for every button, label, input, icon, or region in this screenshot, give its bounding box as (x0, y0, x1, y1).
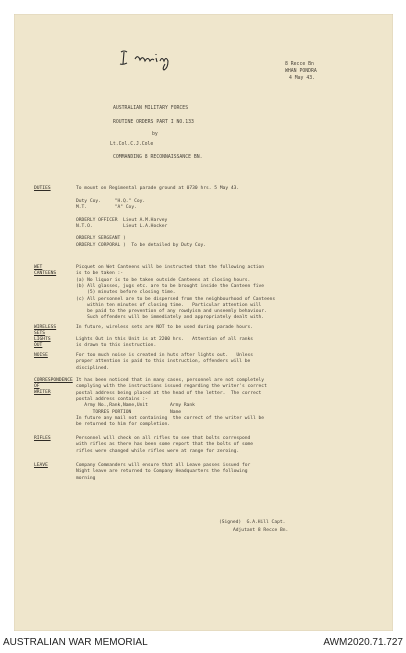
section-line: postal address contains :- (76, 396, 148, 402)
section-line: ORDERLY CORPORAL ) To be detailed by Duty Coy. (76, 242, 206, 248)
section-line: In future, wireless sets are NOT to be used during parade hours. (76, 325, 254, 330)
section-line: Picquet on Wet Canteens will be instructed that the following action (76, 265, 265, 270)
section-line: disciplined. (76, 365, 110, 371)
archive-footer (0, 631, 406, 653)
section-line: rifles were changed while rifles were at range for zeroing. (76, 448, 240, 454)
section-line: TORRES PORTION Name (76, 409, 182, 415)
section-label: WRITER (34, 390, 51, 395)
section-line: be paid to the prevention of any rowdyism and unseemly behaviour. (76, 309, 267, 315)
header-line: 4 May 43. (289, 76, 315, 81)
section-line: with rifles as there has been some report that the bolts of some (76, 442, 254, 448)
section-line: Night leave are returned to Company Headquarters the following (76, 469, 248, 475)
section-line: ORDERLY SERGEANT ) (76, 236, 126, 242)
section-label: LIGHTS (34, 337, 51, 342)
section-line: Personnel will check on all rifles to see that bolts correspond (76, 436, 251, 441)
section-line: (c) All personnel are to be dispersed from the neighbourhood of Canteens (76, 296, 276, 302)
section-line: Company Commanders will ensure that all Leave passes issued for (76, 463, 251, 468)
section-line: Army No.,Rank,Name,Unit Army Rank (76, 403, 195, 409)
accession-number: AWM2020.71.727 (323, 637, 403, 648)
section-label: CANTEENS (34, 271, 57, 276)
section-label: DUTIES (34, 186, 51, 191)
header-line: 8 Recce Bn (285, 62, 314, 67)
section-line: is to be taken :- (76, 271, 124, 277)
title-line: Lt.Col.C.J.Cole (110, 142, 154, 147)
section-label: OF (34, 384, 40, 389)
header-line: WHAN PONDRA (285, 69, 317, 74)
title-line: by (152, 132, 158, 137)
section-line: It has been noticed that in many cases, personnel are not completely (76, 378, 265, 383)
section-line: Lights Out in this Unit is at 2200 hrs. Attention of all ranks (76, 337, 254, 342)
document-page (14, 14, 393, 631)
signature-line: (Signed) G.A.Hill Capt. (219, 520, 286, 525)
section-label: LEAVE (34, 463, 48, 468)
section-label: WET (34, 265, 43, 270)
handwritten-annotation (118, 44, 184, 72)
title-line: AUSTRALIAN MILITARY FORCES (113, 106, 189, 111)
title-line: COMMANDING 8 RECONNAISSANCE BN. (113, 155, 203, 160)
section-line: ORDERLY OFFICER Lieut A.M.Harvey (76, 217, 168, 223)
section-line: Duty Coy. "H.Q." Coy. (76, 198, 146, 204)
section-line: Such offenders will be immediately and appropriately dealt with. (76, 315, 265, 321)
section-label: CORRESPONDENCE (34, 378, 73, 383)
section-line: For too much noise is created in huts after lights out. Unless (76, 353, 254, 358)
title-line: ROUTINE ORDERS PART I NO.133 (113, 120, 194, 125)
section-line: complying with the instructions issued regarding the writer's correct (76, 384, 267, 390)
section-line: (b) All glasses, jugs etc. are to be brought inside the Canteen five (76, 283, 265, 289)
section-line: postal address being placed at the head of the letter. The correct (76, 390, 262, 396)
section-line: (5) minutes before closing time. (76, 290, 176, 296)
section-line: be returned to him for completion. (76, 422, 171, 428)
section-label: RIFLES (34, 436, 51, 441)
section-line: within ten minutes of closing time. Particular attention will (76, 302, 262, 308)
section-line: To mount on Regimental parade ground at 0730 hrs. 5 May 43. (76, 186, 240, 191)
section-line: M.T. "A" Coy. (76, 204, 137, 210)
archive-name: AUSTRALIAN WAR MEMORIAL (3, 637, 148, 648)
section-line: proper attention is paid to this instruction, offenders will be (76, 359, 251, 365)
section-line: N.T.O. Lieut L.A.Hocker (76, 223, 168, 229)
section-line: (a) No liquor is to be taken outside Canteens at closing hours. (76, 277, 251, 283)
section-label: OUT (34, 343, 43, 348)
section-label: WIRELESS (34, 325, 57, 330)
signature-title: Adjutant 8 Recce Bn. (233, 528, 289, 533)
section-label: NOISE (34, 353, 48, 358)
section-line: In future any mail not containing the correct of the writer will be (76, 415, 265, 421)
section-line: is drawn to this instruction. (76, 343, 157, 349)
section-label: SETS (34, 331, 46, 336)
section-line: morning (76, 475, 96, 481)
